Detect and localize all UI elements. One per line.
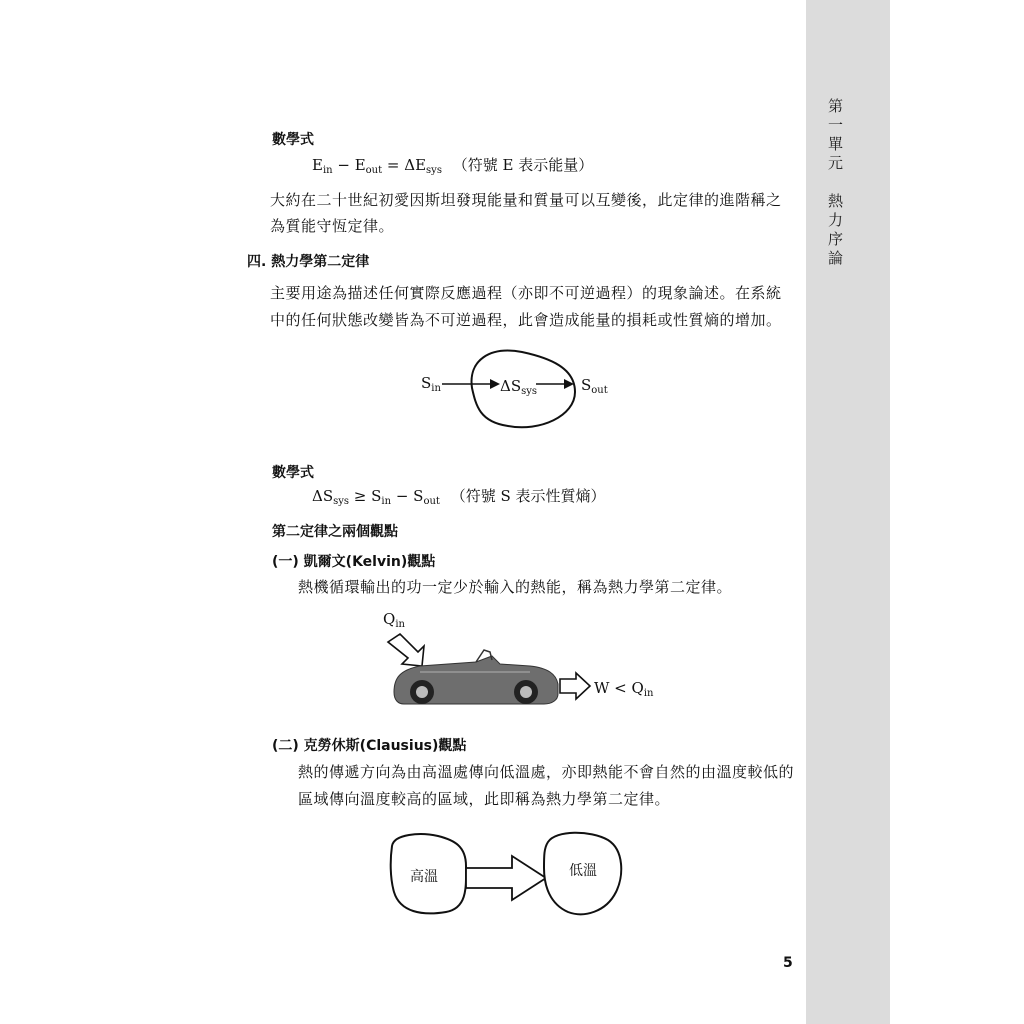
paragraph-line: 為質能守恆定律。 [270,217,395,235]
formula-heading: 數學式 [272,465,314,481]
page-number: 5 [783,955,793,971]
delta-s-sys-label: $\Delta S_{sys}$ [500,377,538,397]
high-temp-label: 高溫 [410,869,438,885]
work-label: $W < Q_{in}$ [594,679,654,699]
entropy-formula: $\Delta S_{sys} \ge S_{in} - S_{out}$ （符號 S 表示性質熵） [312,487,606,507]
s-in-label: $S_{in}$ [421,374,441,394]
low-temp-label: 低溫 [569,863,597,879]
inflow-arrowhead [490,379,500,389]
heat-input-arrow [388,634,424,666]
car-illustration [380,630,600,712]
chapter-label: 第一單元 熱力序論 [826,98,844,269]
s-out-label: $S_{out}$ [581,376,608,396]
kelvin-text: 熱機循環輸出的功一定少於輸入的熱能，稱為熱力學第二定律。 [298,578,733,596]
paragraph-line: 大約在二十世紀初愛因斯坦發現能量和質量可以互變後，此定律的進階稱之 [270,191,782,209]
formula-heading: 數學式 [272,132,314,148]
section-heading: 四. 熱力學第二定律 [247,254,370,270]
paragraph-line: 主要用途為描述任何實際反應過程（亦即不可逆過程）的現象論述。在系統 [270,284,782,302]
transfer-arrow [466,856,546,900]
paragraph-line: 中的任何狀態改變皆為不可逆過程，此會造成能量的損耗或性質熵的增加。 [270,311,782,329]
two-views-heading: 第二定律之兩個觀點 [272,524,398,540]
clausius-heading: (二) 克勞休斯(Clausius)觀點 [272,738,467,754]
side-strip [806,0,890,1024]
clausius-text: 熱的傳遞方向為由高溫處傳向低溫處，亦即熱能不會自然的由溫度較低的 [298,763,795,781]
energy-formula: $E_{in} - E_{out} = \Delta E_{sys}$ （符號 E 表示能量） [312,156,594,176]
kelvin-heading: (一) 凱爾文(Kelvin)觀點 [272,554,436,570]
work-output-arrow [560,673,590,699]
clausius-text: 區域傳向溫度較高的區域，此即稱為熱力學第二定律。 [298,790,671,808]
q-in-label: $Q_{in}$ [383,610,405,630]
